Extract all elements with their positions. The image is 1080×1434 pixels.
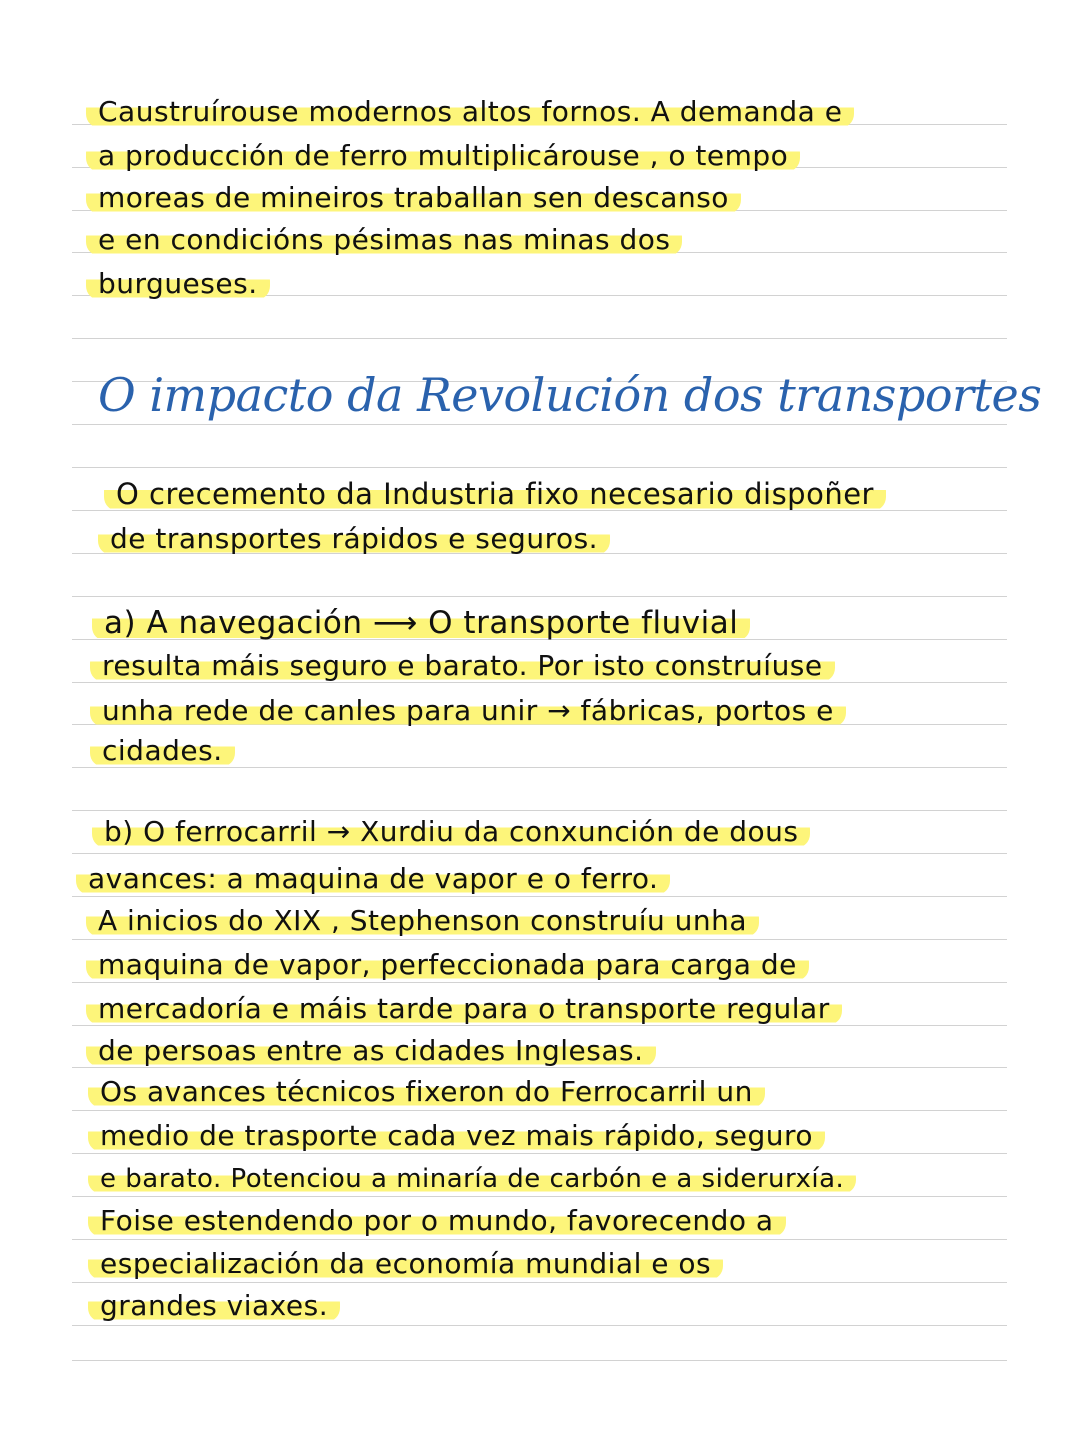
text-line: maquina de vapor, perfeccionada para carga de [86, 948, 809, 981]
text-line: de transportes rápidos e seguros. [98, 522, 610, 555]
text-line: a) A navegación ⟶ O transporte fluvial [92, 605, 750, 641]
text-line: especialización da economía mundial e os [88, 1247, 723, 1280]
rule-line [72, 424, 1007, 425]
rule-line [72, 853, 1007, 854]
rule-line [72, 467, 1007, 468]
text-line: b) O ferrocarril → Xurdiu da conxunción de dous [92, 815, 810, 848]
text-line: O crecemento da Industria fixo necesario dispoñer [104, 477, 886, 511]
text-line: medio de trasporte cada vez mais rápido, seguro [88, 1119, 825, 1152]
text-line: avances: a maquina de vapor e o ferro. [76, 862, 670, 895]
text-line: cidades. [90, 734, 235, 767]
rule-line [72, 810, 1007, 811]
text-line: burgueses. [86, 267, 270, 300]
text-line: e en condicións pésimas nas minas dos [86, 223, 682, 256]
text-line: Caustruírouse modernos altos fornos. A demanda e [86, 95, 854, 128]
text-line: Foise estendendo por o mundo, favorecendo a [88, 1204, 786, 1237]
text-line: unha rede de canles para unir → fábricas, portos e [90, 694, 846, 727]
text-line: A inicios do XIX , Stephenson construíu unha [86, 904, 759, 937]
text-line: resulta máis seguro e barato. Por isto construíuse [90, 649, 835, 682]
text-line: moreas de mineiros traballan sen descanso [86, 181, 741, 214]
text-line: Os avances técnicos fixeron do Ferrocarril un [88, 1075, 765, 1108]
rule-line [72, 1360, 1007, 1361]
rule-line [72, 596, 1007, 597]
rule-line [72, 338, 1007, 339]
text-line: grandes viaxes. [88, 1289, 340, 1322]
text-line: de persoas entre as cidades Inglesas. [86, 1034, 656, 1067]
text-line: mercadoría e máis tarde para o transporte regular [86, 992, 842, 1025]
text-line: a producción de ferro multiplicárouse , o tempo [86, 139, 800, 172]
section-heading: O impacto da Revolución dos transportes [98, 368, 1042, 422]
text-line: e barato. Potenciou a minaría de carbón e a siderurxía. [88, 1164, 856, 1194]
